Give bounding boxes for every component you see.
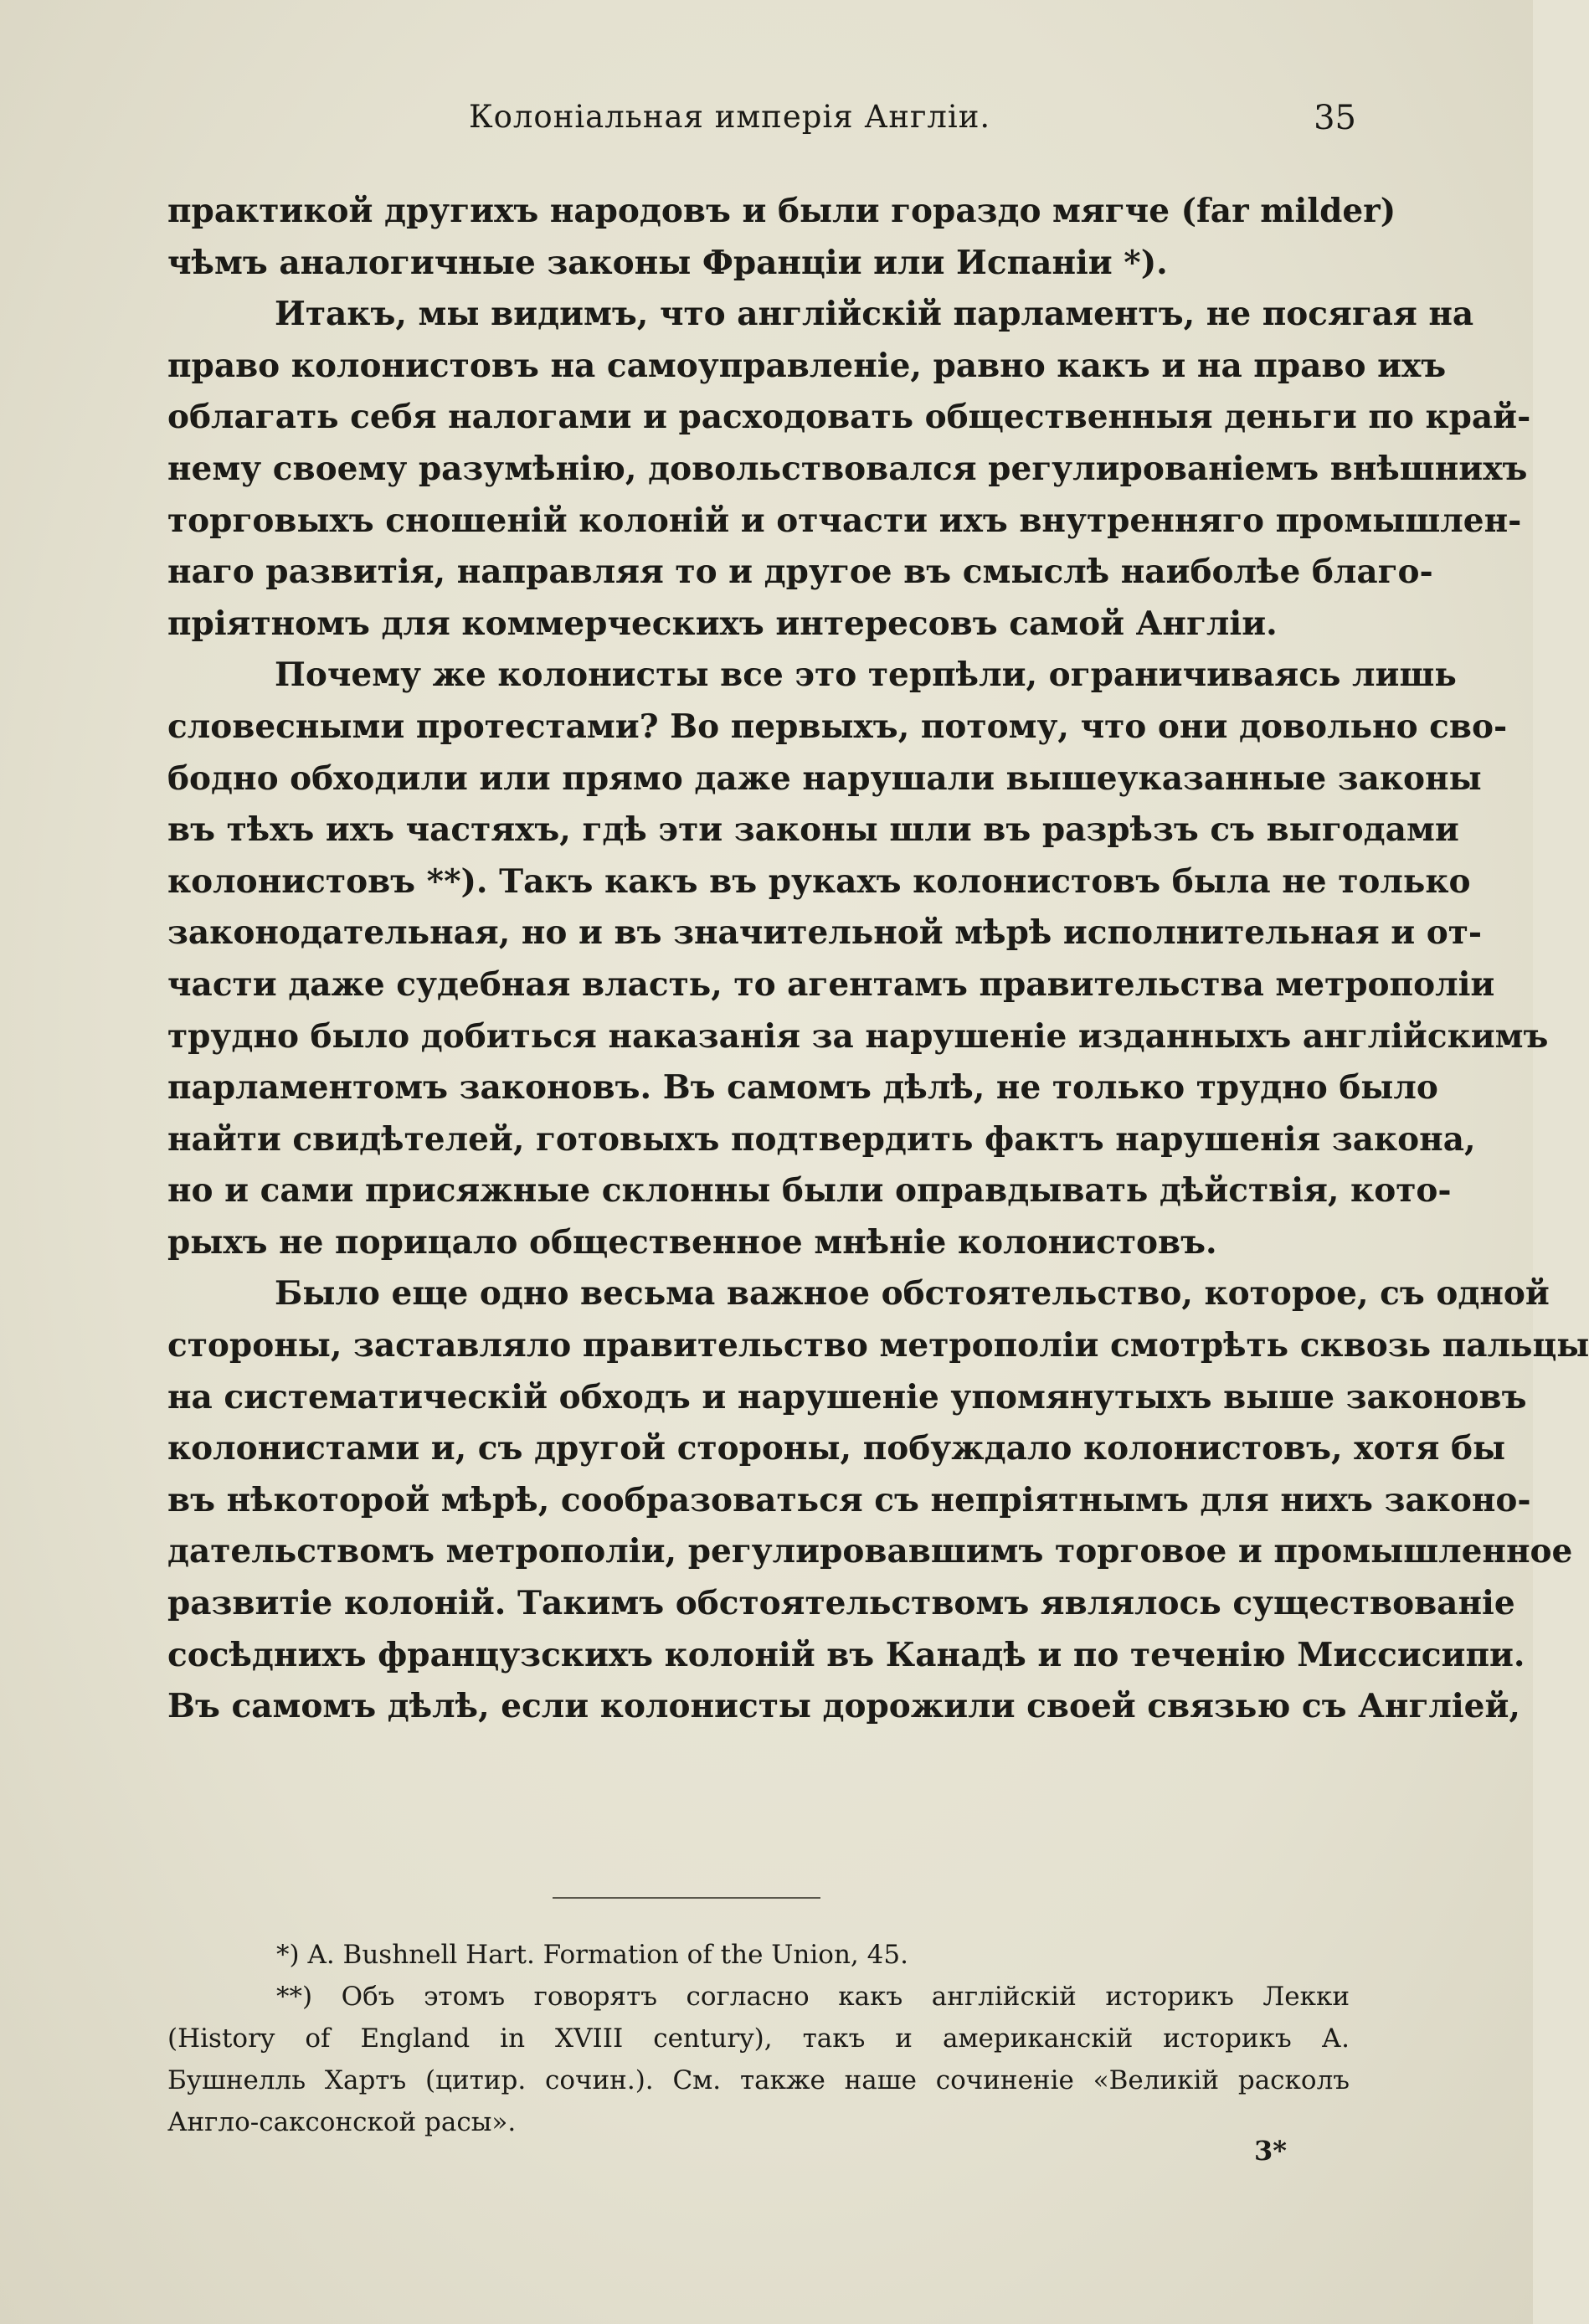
- text-line: Итакъ, мы видимъ, что англiйскiй парламентъ, не посягая на: [275, 295, 1474, 334]
- text-line: стороны, заставляло правительство метрополiи смотрѣть сквозь пальцы: [167, 1326, 1589, 1365]
- footnotes: [167, 1934, 1350, 2143]
- page-header: [167, 99, 1356, 149]
- text-line: колонистами и, съ другой стороны, побуждало колонистовъ, хотя бы: [167, 1429, 1506, 1468]
- footnote-line: (History of England in XVIII century), такъ и американскiй историкъ А.: [167, 2023, 1350, 2054]
- text-line: словесными протестами? Во первыхъ, потому, что они довольно сво-: [167, 707, 1508, 746]
- footnote-line: **) Объ этомъ говорятъ согласно какъ англiйскiй историкъ Лекки: [276, 1982, 1350, 2012]
- signature-mark: 3*: [1254, 2135, 1287, 2167]
- footnote-line: *) A. Bushnell Hart. Formation of the Union, 45.: [276, 1940, 908, 1970]
- page-number: 35: [1314, 99, 1356, 137]
- text-line: въ тѣхъ ихъ частяхъ, гдѣ эти законы шли въ разрѣзъ съ выгодами: [167, 810, 1459, 850]
- text-line: Почему же колонисты все это терпѣли, ограничиваясь лишь: [275, 656, 1457, 695]
- text-line: облагать себя налогами и расходовать общественныя деньги по край-: [167, 398, 1531, 437]
- text-line: законодательная, но и въ значительной мѣрѣ исполнительная и от-: [167, 913, 1483, 953]
- text-line: въ нѣкоторой мѣрѣ, сообразоваться съ непрiятнымъ для нихъ законо-: [167, 1480, 1531, 1519]
- text-line: бодно обходили или прямо даже нарушали вышеуказанные законы: [167, 758, 1482, 798]
- footnote-line: Бушнелль Хартъ (цитир. сочин.). См. также наше сочиненiе «Великiй расколъ: [167, 2065, 1350, 2095]
- footnote-line: Англо-саксонской расы».: [167, 2107, 517, 2137]
- main-text: [167, 186, 1589, 1733]
- text-line: парламентомъ законовъ. Въ самомъ дѣлѣ, не только трудно было: [167, 1068, 1438, 1108]
- text-line: колонистовъ **). Такъ какъ въ рукахъ колонистовъ была не только: [167, 861, 1471, 901]
- running-title: Колонiальная имперiя Англiи.: [469, 99, 991, 135]
- text-line: чѣмъ аналогичные законы Францiи или Испанiи *).: [167, 243, 1168, 282]
- text-line: нему своему разумѣнiю, довольствовался регулированiемъ внѣшнихъ: [167, 449, 1528, 488]
- text-line: части даже судебная власть, то агентамъ правительства метрополiи: [167, 964, 1495, 1004]
- text-line: рыхъ не порицало общественное мнѣнiе колонистовъ.: [167, 1222, 1217, 1262]
- text-line: практикой другихъ народовъ и были гораздо мягче (far milder): [167, 192, 1396, 230]
- text-line: трудно было добиться наказанiя за нарушенiе изданныхъ англiйскимъ: [167, 1016, 1549, 1056]
- text-line: Въ самомъ дѣлѣ, если колонисты дорожили своей связью съ Англiей,: [167, 1687, 1520, 1726]
- text-line: торговыхъ сношенiй колонiй и отчасти ихъ внутренняго промышлен-: [167, 501, 1522, 540]
- footnote-separator: [553, 1897, 820, 1899]
- text-line: наго развитiя, направляя то и другое въ смыслѣ наиболѣе благо-: [167, 553, 1433, 592]
- text-line: право колонистовъ на самоуправленiе, равно какъ и на право ихъ: [167, 346, 1447, 385]
- text-line: дательствомъ метрополiи, регулировавшимъ торговое и промышленное: [167, 1532, 1573, 1571]
- text-line: но и сами присяжные склонны были оправдывать дѣйствiя, кото-: [167, 1171, 1452, 1211]
- text-line: на систематическiй обходъ и нарушенiе упомянутыхъ выше законовъ: [167, 1377, 1527, 1417]
- text-line: прiятномъ для коммерческихъ интересовъ самой Англiи.: [167, 604, 1278, 643]
- text-line: сосѣднихъ французскихъ колонiй въ Канадѣ и по теченiю Миссисипи.: [167, 1635, 1525, 1674]
- text-line: развитiе колонiй. Такимъ обстоятельствомъ являлось существованiе: [167, 1584, 1515, 1623]
- text-line: найти свидѣтелей, готовыхъ подтвердить фактъ нарушенiя закона,: [167, 1119, 1476, 1159]
- text-line: Было еще одно весьма важное обстоятельство, которое, съ одной: [275, 1274, 1550, 1314]
